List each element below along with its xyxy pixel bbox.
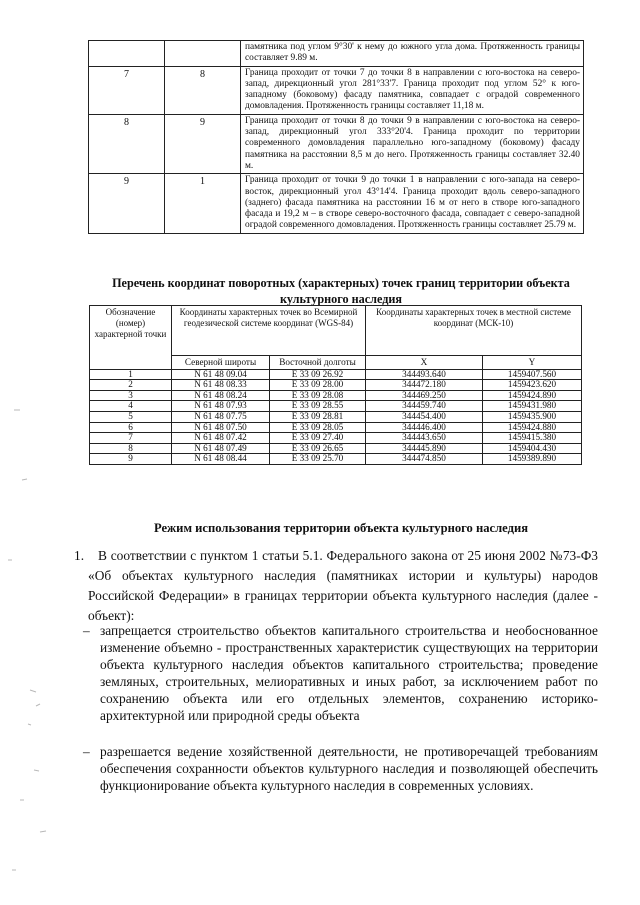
coordinate-cell-x: 344446.400 — [366, 422, 483, 433]
scan-margin-marks — [0, 0, 60, 905]
sub-lat-header: Северной широты — [172, 356, 270, 370]
coordinate-row — [90, 390, 582, 401]
col-local-header: Координаты характерных точек в местной системе координат (МСК-10) — [366, 306, 582, 356]
coordinate-row — [90, 411, 582, 422]
coordinate-cell-lat: N 61 48 07.42 — [172, 433, 270, 444]
coordinate-row — [90, 380, 582, 391]
boundary-description: Граница проходит от точки 9 до точки 1 в направлении с юго-запада на северо-восток, дирекционный угол 43°14'4. Граница проходит вдоль северо-западного (заднего) фасада памятника на расстоянии 16 м от него в створе юго-западного фасада и 19,2 м – в створе северо-восточного фасада, совпадает с северо-западной оградой современного домовладения. Протяженность границы составляет 25.79 м. — [241, 174, 584, 233]
coordinate-cell-n: 7 — [90, 433, 172, 444]
coordinate-row — [90, 422, 582, 433]
coordinate-cell-lat: N 61 48 07.93 — [172, 401, 270, 412]
item-1-number: 1. — [74, 548, 85, 563]
coordinate-cell-lon: E 33 09 28.08 — [270, 390, 366, 401]
coordinate-row — [90, 454, 582, 465]
bullet-dash: – — [83, 744, 90, 759]
boundary-from-point — [89, 41, 165, 67]
coordinate-row — [90, 433, 582, 444]
coordinate-cell-n: 8 — [90, 443, 172, 454]
coordinate-cell-x: 344454.400 — [366, 411, 483, 422]
coordinate-row — [90, 401, 582, 412]
coordinate-cell-lat: N 61 48 08.33 — [172, 380, 270, 391]
boundary-row — [89, 114, 584, 173]
boundary-description: Граница проходит от точки 8 до точки 9 в направлении с юго-востока на северо-запад, дирекционный угол 333°20'4. Граница проходит по территории современного домовладения параллельно юго-западному (боковому) фасаду памятника на расстоянии 8,5 м до него. Протяженность границы составляет 32.40 м. — [241, 114, 584, 173]
boundary-description: памятника под углом 9°30' к нему до южного угла дома. Протяженность границы составляет 9.89 м. — [241, 41, 584, 67]
sub-lon-header: Восточной долготы — [270, 356, 366, 370]
boundary-to-point: 9 — [165, 114, 241, 173]
coordinate-cell-x: 344474.850 — [366, 454, 483, 465]
coordinate-cell-lat: N 61 48 08.44 — [172, 454, 270, 465]
coordinate-cell-x: 344443.650 — [366, 433, 483, 444]
coordinate-cell-n: 1 — [90, 369, 172, 380]
coordinate-cell-y: 1459423.620 — [483, 380, 582, 391]
coordinate-cell-lon: E 33 09 28.81 — [270, 411, 366, 422]
boundary-to-point: 8 — [165, 66, 241, 114]
coordinate-cell-n: 3 — [90, 390, 172, 401]
coordinate-cell-x: 344445.890 — [366, 443, 483, 454]
bullet-dash: – — [83, 623, 90, 638]
coordinate-cell-lon: E 33 09 25.70 — [270, 454, 366, 465]
coordinate-cell-lon: E 33 09 27.40 — [270, 433, 366, 444]
coordinate-cell-lon: E 33 09 26.92 — [270, 369, 366, 380]
coordinate-cell-lat: N 61 48 09.04 — [172, 369, 270, 380]
coordinate-cell-n: 5 — [90, 411, 172, 422]
coordinate-cell-lon: E 33 09 28.00 — [270, 380, 366, 391]
col-wgs-header: Координаты характерных точек во Всемирной геодезической системе координат (WGS-84) — [172, 306, 366, 356]
coordinate-cell-y: 1459424.880 — [483, 422, 582, 433]
coordinates-table — [89, 305, 582, 465]
coordinate-cell-lat: N 61 48 07.49 — [172, 443, 270, 454]
regime-heading: Режим использования территории объекта культурного наследия — [153, 521, 529, 535]
coordinate-cell-y: 1459407.560 — [483, 369, 582, 380]
coordinate-cell-y: 1459389.890 — [483, 454, 582, 465]
bullet-permitted-text: разрешается ведение хозяйственной деятельности, не противоречащей требованиям обеспечения сохранности объектов культурного наследия и позволяющей обеспечить функционирование объекта культурного наследия в современных условиях. — [100, 744, 598, 793]
boundary-table — [88, 40, 584, 234]
coordinate-cell-n: 6 — [90, 422, 172, 433]
coordinate-cell-n: 4 — [90, 401, 172, 412]
coordinate-cell-lat: N 61 48 08.24 — [172, 390, 270, 401]
bullet-permitted — [83, 743, 598, 794]
boundary-to-point: 1 — [165, 174, 241, 233]
boundary-row — [89, 66, 584, 114]
coordinate-cell-x: 344472.180 — [366, 380, 483, 391]
coordinate-cell-lon: E 33 09 26.65 — [270, 443, 366, 454]
coordinate-cell-x: 344469.250 — [366, 390, 483, 401]
coordinate-cell-lat: N 61 48 07.75 — [172, 411, 270, 422]
boundary-row — [89, 174, 584, 233]
boundary-from-point: 8 — [89, 114, 165, 173]
sub-x-header: X — [366, 356, 483, 370]
coordinate-cell-lon: E 33 09 28.05 — [270, 422, 366, 433]
coordinate-cell-x: 344459.740 — [366, 401, 483, 412]
coordinate-cell-n: 2 — [90, 380, 172, 391]
bullet-prohibited-text: запрещается строительство объектов капитального строительства и необоснованное изменение объемно - пространственных характеристик существующих на территории объекта культурного наследия объектов капитального строительства; проведение земляных, строительных, мелиоративных и иных работ, за исключением работ по сохранению объекта или его отдельных элементов, сохранению историко-архитектурной или природной среды объекта — [100, 623, 598, 723]
boundary-from-point: 9 — [89, 174, 165, 233]
coordinate-cell-y: 1459431.980 — [483, 401, 582, 412]
coordinate-row — [90, 369, 582, 380]
item-1-text: В соответствии с пунктом 1 статьи 5.1. Федерального закона от 25 июня 2002 №73-Ф3 «Об объектах культурного наследия (памятниках истории и культуры) народов Российской Федерации» в границах территории объекта культурного наследия (далее - объект): — [88, 548, 598, 623]
boundary-to-point — [165, 41, 241, 67]
sub-y-header: Y — [483, 356, 582, 370]
coordinates-heading: Перечень координат поворотных (характерных) точек границ территории объекта культурного наследия — [112, 276, 570, 306]
coordinate-cell-y: 1459424.890 — [483, 390, 582, 401]
item-1-paragraph — [74, 546, 598, 626]
coordinate-cell-n: 9 — [90, 454, 172, 465]
bullet-prohibited — [83, 622, 598, 724]
coordinate-cell-lat: N 61 48 07.50 — [172, 422, 270, 433]
col-point-header: Обозначение (номер) характерной точки — [90, 306, 172, 370]
coordinate-cell-x: 344493.640 — [366, 369, 483, 380]
boundary-description: Граница проходит от точки 7 до точки 8 в направлении с юго-востока на северо-запад, дирекционный угол 281°33'7. Граница проходит под углом 52° к юго-западному (боковому) фасаду памятника, совпадает с оградой современного домовладения. Протяженность границы составляет 11,18 м. — [241, 66, 584, 114]
coordinate-cell-y: 1459435.900 — [483, 411, 582, 422]
coordinate-cell-y: 1459404.430 — [483, 443, 582, 454]
boundary-row — [89, 41, 584, 67]
coordinate-row — [90, 443, 582, 454]
coordinate-cell-lon: E 33 09 28.55 — [270, 401, 366, 412]
boundary-from-point: 7 — [89, 66, 165, 114]
coordinate-cell-y: 1459415.380 — [483, 433, 582, 444]
